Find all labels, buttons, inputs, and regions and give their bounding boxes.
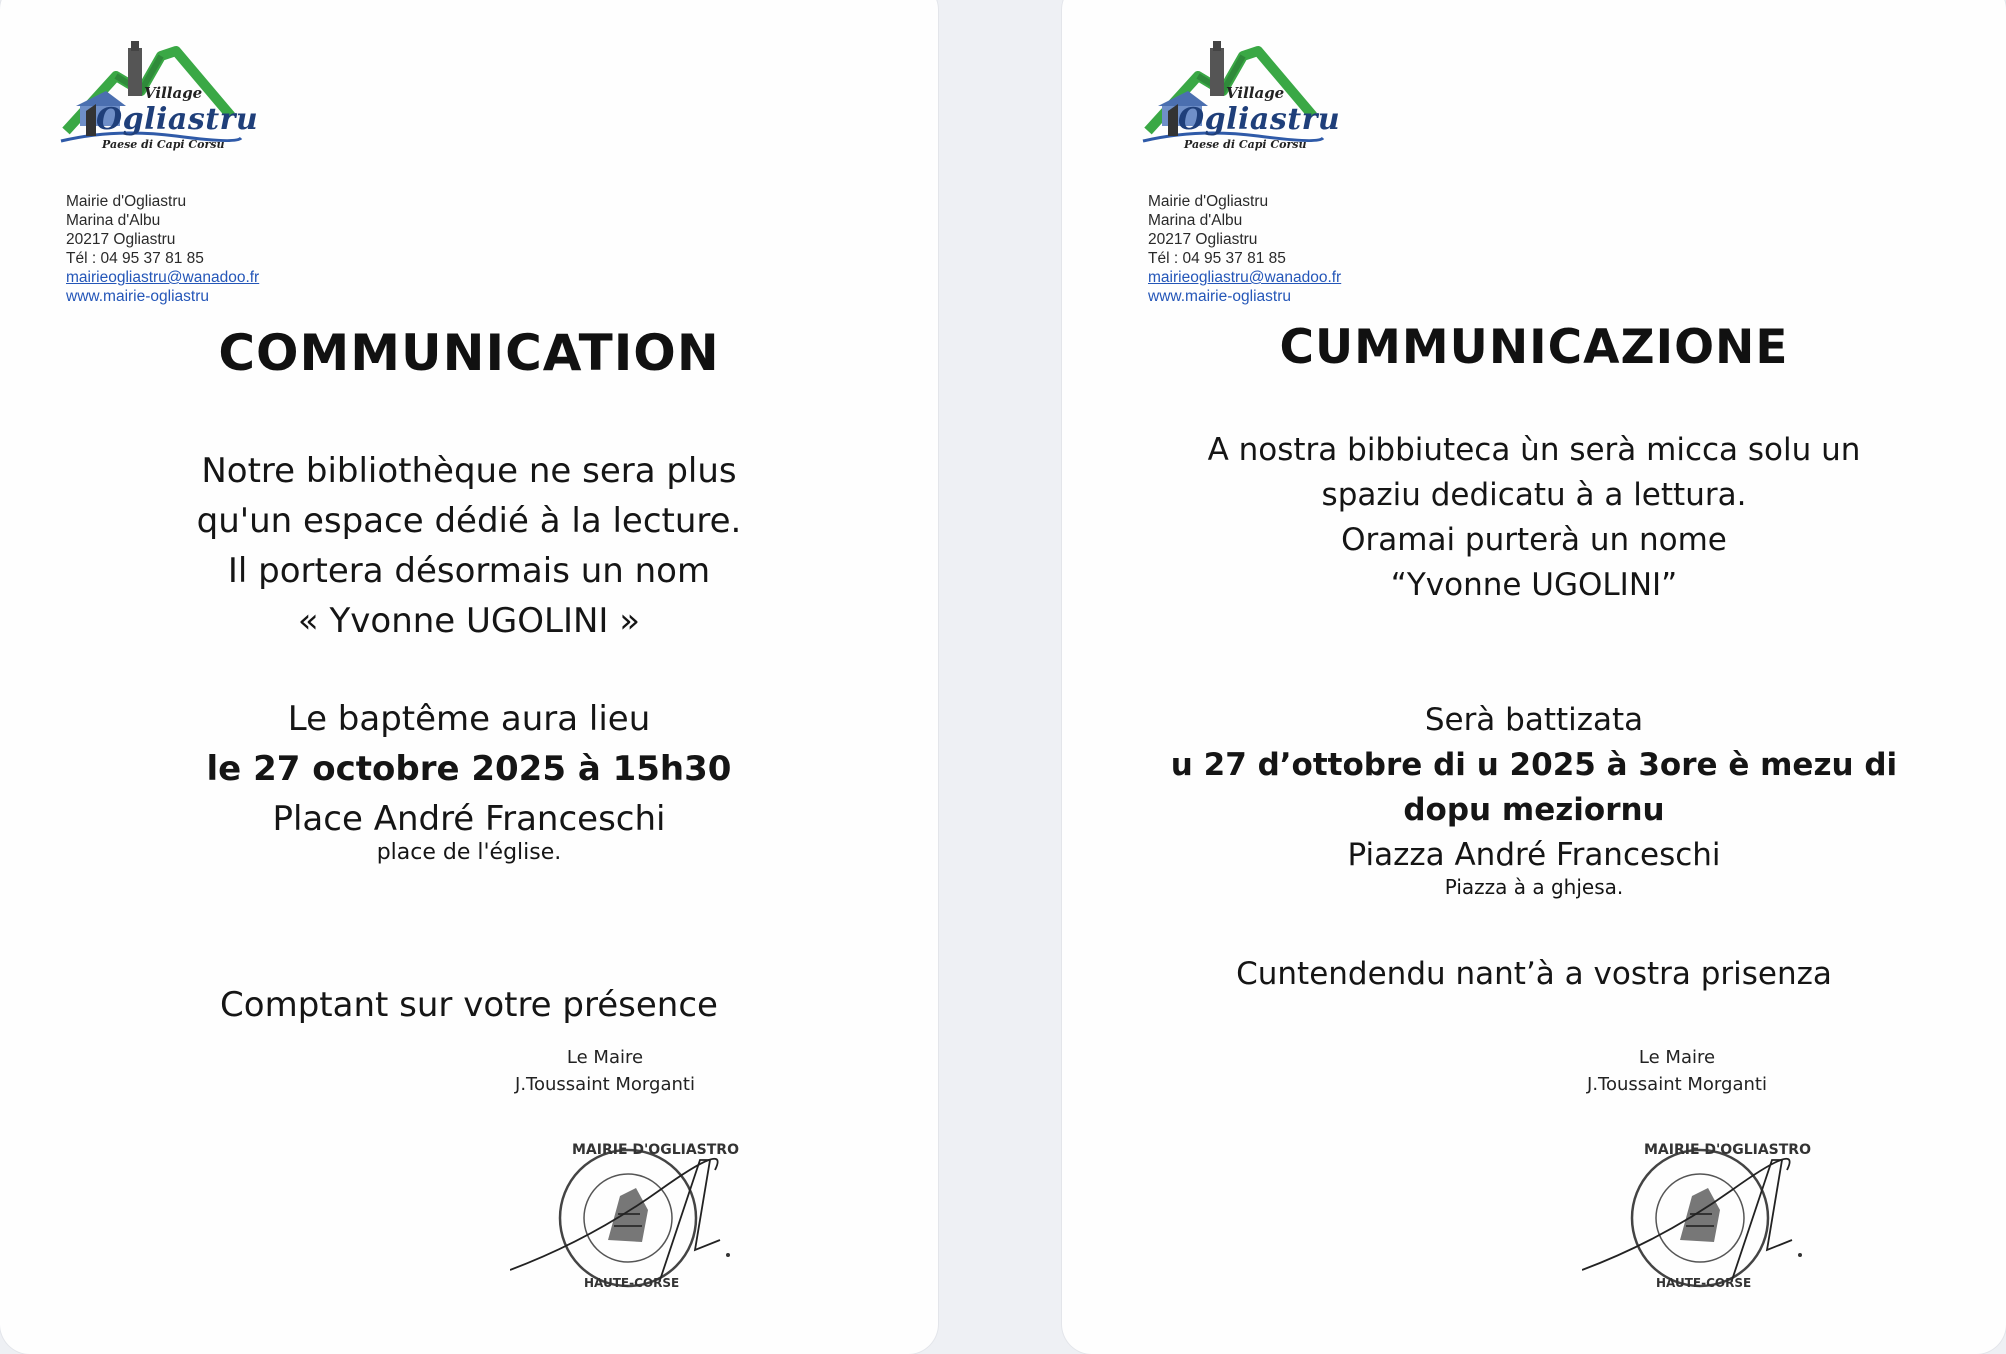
address-line: Mairie d'Ogliastru bbox=[1148, 193, 1269, 210]
address-line: Marina d'Albu bbox=[66, 212, 161, 229]
event-place: Piazza André Franceschi bbox=[1347, 837, 1721, 873]
address-line: 20217 Ogliastru bbox=[66, 231, 176, 248]
website-text: www.mairie-ogliastru bbox=[1148, 288, 1291, 305]
email-link[interactable]: mairieogliastru@wanadoo.fr bbox=[66, 269, 260, 286]
paragraph-line: spaziu dedicatu à a lettura. bbox=[1321, 477, 1747, 513]
paragraph-line: qu'un espace dédié à la lecture. bbox=[196, 501, 742, 541]
closing-line: Comptant sur votre présence bbox=[220, 985, 718, 1025]
event-place-note: place de l'église. bbox=[376, 840, 562, 865]
logo-subtitle-text: Paese di Capi Corsu bbox=[1184, 138, 1307, 151]
phone-line: Tél : 04 95 37 81 85 bbox=[66, 250, 204, 267]
mairie-address bbox=[66, 192, 259, 306]
phone-line: Tél : 04 95 37 81 85 bbox=[1148, 250, 1286, 267]
village-logo bbox=[56, 36, 259, 156]
village-logo bbox=[1138, 36, 1341, 156]
event-date-continued: dopu meziornu bbox=[1403, 792, 1665, 828]
baptism-details bbox=[0, 694, 938, 868]
baptism-intro: Le baptême aura lieu bbox=[287, 699, 651, 739]
email-link[interactable]: mairieogliastru@wanadoo.fr bbox=[1148, 269, 1342, 286]
paragraph-line: “Yvonne UGOLINI” bbox=[1390, 567, 1678, 603]
paragraph-line: Oramai purterà un nome bbox=[1341, 522, 1727, 558]
stamp-bottom-text: HAUTE-CORSE bbox=[1656, 1276, 1752, 1290]
signatory-role: Le Maire bbox=[1638, 1047, 1716, 1068]
event-place: Place André Franceschi bbox=[272, 799, 666, 839]
announcement-paragraph bbox=[0, 446, 938, 646]
stamp-bottom-text: HAUTE-CORSE bbox=[584, 1276, 680, 1290]
signatory-name: J.Toussaint Morganti bbox=[515, 1074, 695, 1095]
signature-block bbox=[500, 1044, 710, 1098]
logo-village-text: Village bbox=[1226, 84, 1285, 102]
event-place-note: Piazza à a ghjesa. bbox=[1444, 875, 1624, 899]
signature-block bbox=[1572, 1044, 1782, 1098]
paragraph-line: « Yvonne UGOLINI » bbox=[297, 601, 641, 641]
address-line: Marina d'Albu bbox=[1148, 212, 1243, 229]
event-date: u 27 d’ottobre di u 2025 à 3ore è mezu di bbox=[1170, 747, 1898, 783]
stamp-top-text: MAIRIE D'OGLIASTRO bbox=[1644, 1142, 1811, 1158]
page-title: CUMMUNICAZIONE bbox=[1279, 320, 1789, 375]
website-text: www.mairie-ogliastru bbox=[66, 288, 209, 305]
mairie-address bbox=[1148, 192, 1341, 306]
stamp-top-text: MAIRIE D'OGLIASTRO bbox=[572, 1142, 739, 1158]
official-stamp bbox=[510, 1130, 750, 1300]
signatory-role: Le Maire bbox=[566, 1047, 644, 1068]
baptism-intro: Serà battizata bbox=[1424, 702, 1644, 738]
logo-name-text: Ogliastru bbox=[96, 102, 259, 137]
french-notice-card bbox=[0, 0, 938, 1354]
closing-line: Cuntendendu nant’à a vostra prisenza bbox=[1236, 956, 1832, 992]
paragraph-line: Il portera désormais un nom bbox=[227, 551, 711, 591]
page-title: COMMUNICATION bbox=[218, 324, 720, 382]
logo-subtitle-text: Paese di Capi Corsu bbox=[102, 138, 225, 151]
logo-village-text: Village bbox=[144, 84, 203, 102]
corsican-notice-card bbox=[1062, 0, 2006, 1354]
address-line: 20217 Ogliastru bbox=[1148, 231, 1258, 248]
paragraph-line: Notre bibliothèque ne sera plus bbox=[201, 451, 737, 491]
signatory-name: J.Toussaint Morganti bbox=[1587, 1074, 1767, 1095]
address-line: Mairie d'Ogliastru bbox=[66, 193, 187, 210]
event-date: le 27 octobre 2025 à 15h30 bbox=[206, 749, 732, 789]
paragraph-line: A nostra bibbiuteca ùn serà micca solu un bbox=[1207, 432, 1861, 468]
official-stamp bbox=[1582, 1130, 1822, 1300]
logo-name-text: Ogliastru bbox=[1178, 102, 1341, 137]
announcement-paragraph bbox=[1062, 428, 2006, 608]
baptism-details bbox=[1062, 698, 2006, 900]
